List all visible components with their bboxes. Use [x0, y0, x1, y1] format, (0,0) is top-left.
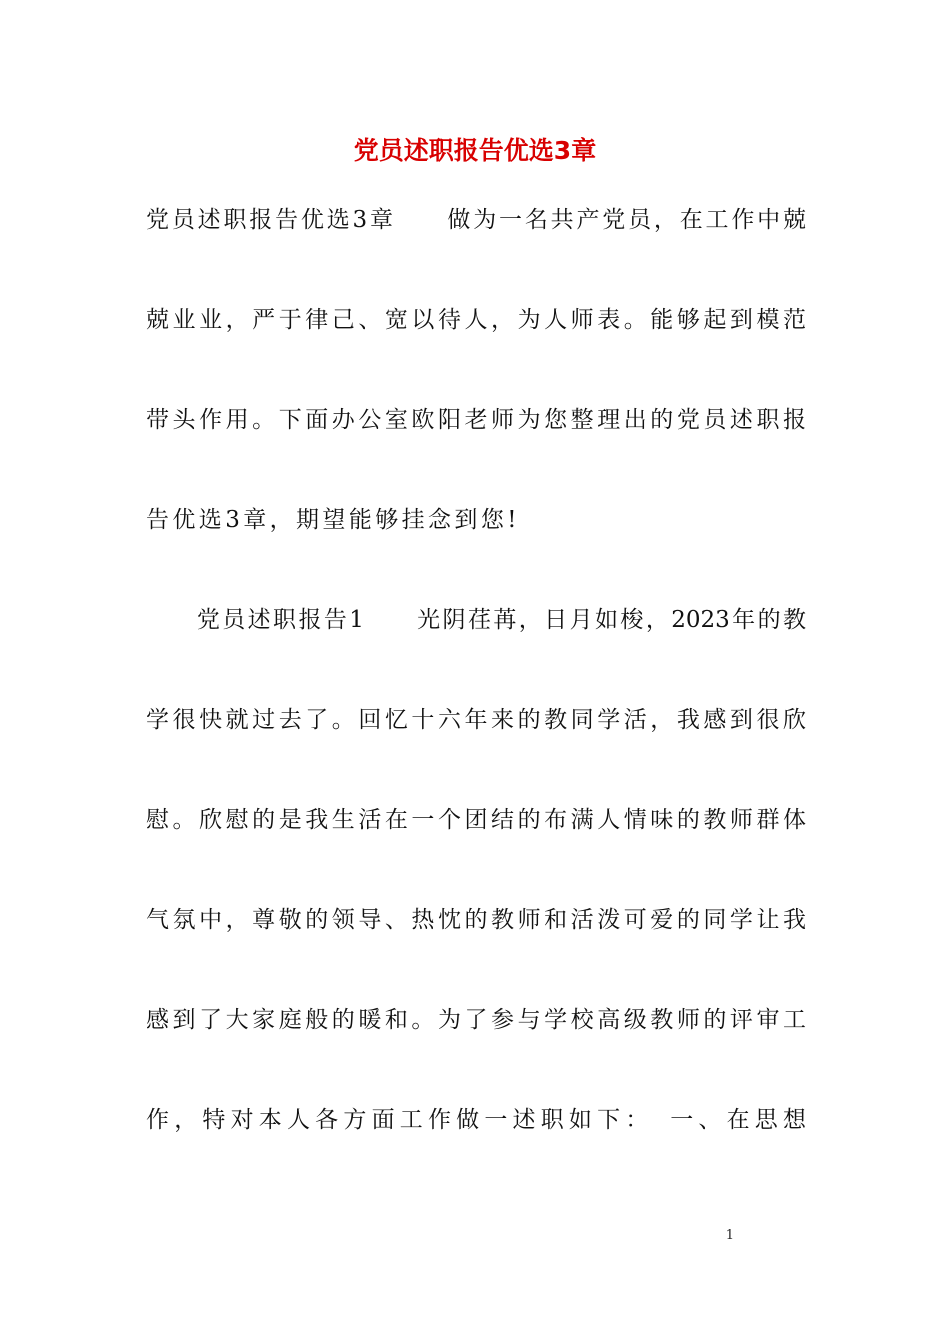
body-line-5: 党员述职报告1 光阴荏苒，日月如梭，2023年的教 [146, 607, 806, 633]
body-line-1: 党员述职报告优选3章 做为一名共产党员，在工作中兢 [146, 207, 806, 233]
body-line-9: 感到了大家庭般的暖和。为了参与学校高级教师的评审工 [146, 1007, 806, 1033]
body-line-4: 告优选3章，期望能够挂念到您! [146, 507, 520, 533]
body-line-6: 学很快就过去了。回忆十六年来的教同学活，我感到很欣 [146, 707, 806, 733]
page-number: 1 [725, 1228, 734, 1243]
body-line-3: 带头作用。下面办公室欧阳老师为您整理出的党员述职报 [146, 407, 806, 433]
body-line-2: 兢业业，严于律己、宽以待人，为人师表。能够起到模范 [146, 307, 806, 333]
body-line-7: 慰。欣慰的是我生活在一个团结的布满人情味的教师群体 [146, 807, 806, 833]
body-line-10: 作，特对本人各方面工作做一述职如下： 一、在思想 [146, 1107, 806, 1133]
body-line-8: 气氛中，尊敬的领导、热忱的教师和活泼可爱的同学让我 [146, 907, 806, 933]
document-title: 党员述职报告优选3章 [353, 136, 597, 165]
